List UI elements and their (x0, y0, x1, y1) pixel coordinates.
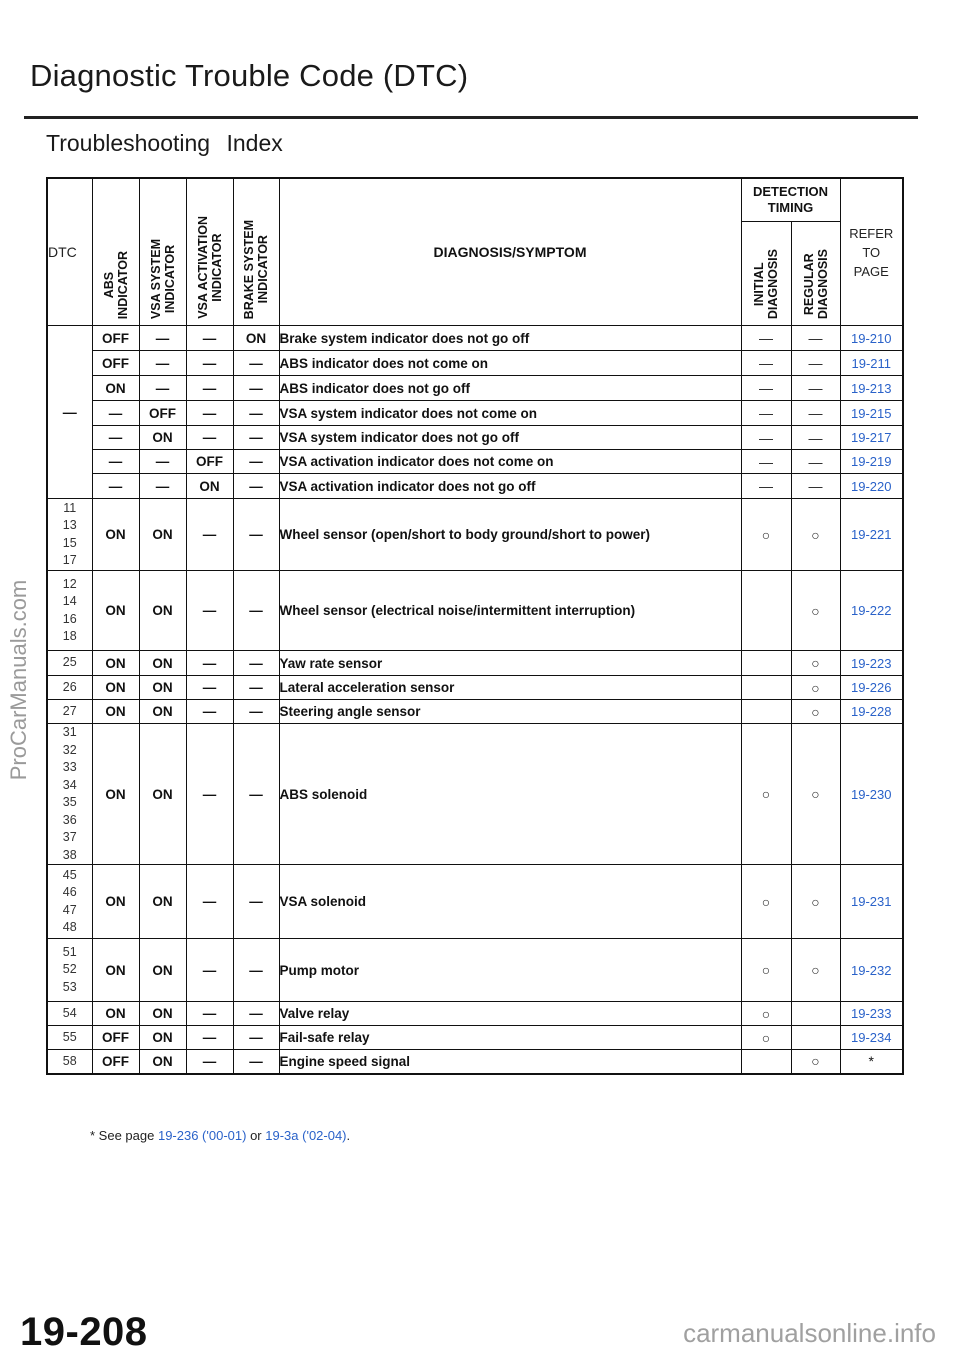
refer-page-link[interactable]: 19-222 (840, 571, 903, 651)
table-row (47, 376, 903, 401)
refer-page-link[interactable]: 19-217 (840, 426, 903, 450)
header-detection-timing: DETECTION TIMING (741, 178, 840, 222)
subtitle-word-2: Index (226, 130, 283, 156)
table-row (47, 401, 903, 426)
header-brake-label: BRAKE SYSTEM INDICATOR (242, 219, 270, 319)
vsa-activation-indicator-cell: — (186, 1050, 233, 1074)
refer-page-link[interactable]: 19-211 (840, 351, 903, 376)
vsa-activation-indicator-cell: — (186, 651, 233, 676)
regular-diagnosis-cell: ○ (791, 571, 840, 651)
abs-indicator-cell: ON (92, 571, 139, 651)
table-row (47, 450, 903, 474)
footnote-link-2[interactable]: 19-3a ('02-04) (265, 1128, 347, 1143)
vsa-system-indicator-cell: — (139, 376, 186, 401)
vsa-activation-indicator-cell: — (186, 724, 233, 865)
dtc-code-cell: 58 (47, 1050, 92, 1074)
table-row (47, 865, 903, 939)
footnote (90, 1128, 350, 1143)
brake-indicator-cell: ON (233, 326, 279, 351)
vsa-system-indicator-cell: — (139, 326, 186, 351)
abs-indicator-cell: ON (92, 939, 139, 1002)
brake-indicator-cell: — (233, 724, 279, 865)
diagnosis-symptom-cell: Engine speed signal (279, 1050, 741, 1074)
header-vsa-system-indicator (139, 178, 186, 326)
abs-indicator-cell: ON (92, 865, 139, 939)
vsa-system-indicator-cell: ON (139, 651, 186, 676)
refer-page-link[interactable]: 19-220 (840, 474, 903, 499)
brake-indicator-cell: — (233, 474, 279, 499)
table-header (47, 178, 903, 326)
refer-page-link[interactable]: 19-226 (840, 676, 903, 700)
diagnosis-symptom-cell: VSA activation indicator does not go off (279, 474, 741, 499)
initial-diagnosis-cell: — (741, 450, 791, 474)
refer-page-link[interactable]: 19-219 (840, 450, 903, 474)
header-regular-label: REGULAR DIAGNOSIS (801, 248, 830, 319)
vsa-system-indicator-cell: OFF (139, 401, 186, 426)
brake-indicator-cell: — (233, 651, 279, 676)
abs-indicator-cell: OFF (92, 351, 139, 376)
diagnosis-symptom-cell: Lateral acceleration sensor (279, 676, 741, 700)
diagnosis-symptom-cell: Steering angle sensor (279, 700, 741, 724)
vsa-activation-indicator-cell: — (186, 571, 233, 651)
brake-indicator-cell: — (233, 499, 279, 571)
regular-diagnosis-cell: ○ (791, 939, 840, 1002)
dtc-code-cell: 11 13 15 17 (47, 499, 92, 571)
dtc-code-cell: — (47, 326, 92, 499)
vsa-activation-indicator-cell: — (186, 499, 233, 571)
diagnosis-symptom-cell: ABS indicator does not come on (279, 351, 741, 376)
table-row (47, 1002, 903, 1026)
regular-diagnosis-cell: — (791, 474, 840, 499)
abs-indicator-cell: ON (92, 1002, 139, 1026)
table-row (47, 676, 903, 700)
table-row (47, 571, 903, 651)
vsa-system-indicator-cell: — (139, 351, 186, 376)
abs-indicator-cell: ON (92, 499, 139, 571)
refer-page-link[interactable]: 19-223 (840, 651, 903, 676)
table-row (47, 700, 903, 724)
table-row (47, 499, 903, 571)
vsa-system-indicator-cell: ON (139, 865, 186, 939)
vsa-activation-indicator-cell: — (186, 326, 233, 351)
refer-page-link: * (840, 1050, 903, 1074)
dtc-code-cell: 45 46 47 48 (47, 865, 92, 939)
table-row (47, 1050, 903, 1074)
abs-indicator-cell: OFF (92, 326, 139, 351)
regular-diagnosis-cell: ○ (791, 676, 840, 700)
bottom-watermark: carmanualsonline.info (683, 1318, 936, 1348)
initial-diagnosis-cell (741, 571, 791, 651)
regular-diagnosis-cell: ○ (791, 651, 840, 676)
regular-diagnosis-cell: ○ (791, 499, 840, 571)
diagnosis-symptom-cell: VSA system indicator does not go off (279, 426, 741, 450)
dtc-code-cell: 55 (47, 1026, 92, 1050)
refer-page-link[interactable]: 19-230 (840, 724, 903, 865)
refer-page-link[interactable]: 19-213 (840, 376, 903, 401)
header-diagnosis-symptom: DIAGNOSIS/SYMPTOM (279, 178, 741, 326)
table-row (47, 724, 903, 865)
initial-diagnosis-cell: ○ (741, 499, 791, 571)
diagnosis-symptom-cell: VSA solenoid (279, 865, 741, 939)
regular-diagnosis-cell: ○ (791, 700, 840, 724)
initial-diagnosis-cell: — (741, 474, 791, 499)
regular-diagnosis-cell: — (791, 426, 840, 450)
table-row (47, 939, 903, 1002)
vsa-activation-indicator-cell: — (186, 865, 233, 939)
brake-indicator-cell: — (233, 351, 279, 376)
regular-diagnosis-cell (791, 1002, 840, 1026)
header-refer-to-page: REFER TO PAGE (840, 178, 903, 326)
vsa-activation-indicator-cell: — (186, 426, 233, 450)
brake-indicator-cell: — (233, 676, 279, 700)
brake-indicator-cell: — (233, 1002, 279, 1026)
brake-indicator-cell: — (233, 426, 279, 450)
header-dtc: DTC (47, 178, 92, 326)
initial-diagnosis-cell: — (741, 351, 791, 376)
table-row (47, 426, 903, 450)
diagnosis-symptom-cell: VSA system indicator does not come on (279, 401, 741, 426)
vsa-activation-indicator-cell: — (186, 376, 233, 401)
abs-indicator-cell: ON (92, 676, 139, 700)
initial-diagnosis-cell: ○ (741, 865, 791, 939)
diagnosis-symptom-cell: Wheel sensor (electrical noise/intermittent interruption) (279, 571, 741, 651)
diagnosis-symptom-cell: ABS indicator does not go off (279, 376, 741, 401)
initial-diagnosis-cell: ○ (741, 1002, 791, 1026)
vsa-activation-indicator-cell: — (186, 351, 233, 376)
diagnosis-symptom-cell: Brake system indicator does not go off (279, 326, 741, 351)
refer-page-link[interactable]: 19-231 (840, 865, 903, 939)
abs-indicator-cell: ON (92, 651, 139, 676)
regular-diagnosis-cell (791, 1026, 840, 1050)
brake-indicator-cell: — (233, 1050, 279, 1074)
initial-diagnosis-cell (741, 700, 791, 724)
brake-indicator-cell: — (233, 865, 279, 939)
table-row (47, 326, 903, 351)
table-row (47, 351, 903, 376)
abs-indicator-cell: — (92, 426, 139, 450)
brake-indicator-cell: — (233, 939, 279, 1002)
footnote-suffix: . (346, 1128, 351, 1143)
side-watermark (4, 560, 34, 800)
side-watermark-text: ProCarManuals.com (6, 579, 31, 781)
refer-page-link[interactable]: 19-232 (840, 939, 903, 1002)
diagnosis-symptom-cell: Fail-safe relay (279, 1026, 741, 1050)
brake-indicator-cell: — (233, 700, 279, 724)
vsa-system-indicator-cell: — (139, 450, 186, 474)
page-number: 19-208 (20, 1310, 148, 1354)
abs-indicator-cell: OFF (92, 1026, 139, 1050)
abs-indicator-cell: ON (92, 724, 139, 865)
brake-indicator-cell: — (233, 1026, 279, 1050)
subtitle-word-1: Troubleshooting (46, 130, 211, 156)
vsa-system-indicator-cell: — (139, 474, 186, 499)
regular-diagnosis-cell: ○ (791, 865, 840, 939)
diagnosis-symptom-cell: Valve relay (279, 1002, 741, 1026)
table-row (47, 1026, 903, 1050)
vsa-activation-indicator-cell: — (186, 401, 233, 426)
vsa-system-indicator-cell: ON (139, 676, 186, 700)
title-rule (24, 116, 918, 119)
diagnosis-symptom-cell: Yaw rate sensor (279, 651, 741, 676)
table-row (47, 651, 903, 676)
vsa-system-indicator-cell: ON (139, 724, 186, 865)
vsa-system-indicator-cell: ON (139, 1002, 186, 1026)
vsa-system-indicator-cell: ON (139, 1050, 186, 1074)
table-row (47, 474, 903, 499)
section-subtitle (46, 130, 283, 157)
regular-diagnosis-cell: — (791, 351, 840, 376)
regular-diagnosis-cell: — (791, 401, 840, 426)
initial-diagnosis-cell: — (741, 401, 791, 426)
abs-indicator-cell: — (92, 401, 139, 426)
dtc-code-cell: 25 (47, 651, 92, 676)
vsa-activation-indicator-cell: — (186, 1026, 233, 1050)
dtc-code-cell: 27 (47, 700, 92, 724)
refer-page-link[interactable]: 19-210 (840, 326, 903, 351)
refer-page-link[interactable]: 19-228 (840, 700, 903, 724)
header-initial-label: INITIAL DIAGNOSIS (752, 248, 780, 319)
vsa-system-indicator-cell: ON (139, 571, 186, 651)
regular-diagnosis-cell: — (791, 326, 840, 351)
abs-indicator-cell: ON (92, 376, 139, 401)
footnote-prefix: * See page (90, 1128, 155, 1143)
footnote-link-1[interactable]: 19-236 ('00-01) (157, 1128, 247, 1143)
dtc-code-cell: 26 (47, 676, 92, 700)
initial-diagnosis-cell: ○ (741, 1026, 791, 1050)
header-initial-diagnosis (741, 222, 791, 326)
refer-page-link[interactable]: 19-233 (840, 1002, 903, 1026)
initial-diagnosis-cell (741, 676, 791, 700)
dtc-code-cell: 12 14 16 18 (47, 571, 92, 651)
initial-diagnosis-cell (741, 651, 791, 676)
initial-diagnosis-cell: — (741, 326, 791, 351)
regular-diagnosis-cell: — (791, 450, 840, 474)
dtc-code-cell: 31 32 33 34 35 36 37 38 (47, 724, 92, 865)
abs-indicator-cell: — (92, 450, 139, 474)
vsa-activation-indicator-cell: ON (186, 474, 233, 499)
header-regular-diagnosis (791, 222, 840, 326)
header-abs-indicator (92, 178, 139, 326)
header-vsa-system-label: VSA SYSTEM INDICATOR (148, 238, 177, 319)
vsa-system-indicator-cell: ON (139, 426, 186, 450)
brake-indicator-cell: — (233, 571, 279, 651)
header-vsa-activation-label: VSA ACTIVATION INDICATOR (195, 216, 224, 319)
diagnosis-symptom-cell: Pump motor (279, 939, 741, 1002)
vsa-system-indicator-cell: ON (139, 499, 186, 571)
initial-diagnosis-cell: — (741, 426, 791, 450)
abs-indicator-cell: ON (92, 700, 139, 724)
abs-indicator-cell: — (92, 474, 139, 499)
vsa-activation-indicator-cell: — (186, 1002, 233, 1026)
header-abs-label: ABS INDICATOR (101, 250, 130, 319)
vsa-activation-indicator-cell: — (186, 676, 233, 700)
dtc-code-cell: 51 52 53 (47, 939, 92, 1002)
initial-diagnosis-cell: — (741, 376, 791, 401)
brake-indicator-cell: — (233, 450, 279, 474)
regular-diagnosis-cell: ○ (791, 1050, 840, 1074)
dtc-index-table (46, 177, 904, 1075)
initial-diagnosis-cell (741, 1050, 791, 1074)
initial-diagnosis-cell: ○ (741, 939, 791, 1002)
header-vsa-activation-indicator (186, 178, 233, 326)
header-brake-system-indicator (233, 178, 279, 326)
abs-indicator-cell: OFF (92, 1050, 139, 1074)
initial-diagnosis-cell: ○ (741, 724, 791, 865)
dtc-code-cell: 54 (47, 1002, 92, 1026)
brake-indicator-cell: — (233, 401, 279, 426)
regular-diagnosis-cell: ○ (791, 724, 840, 865)
vsa-system-indicator-cell: ON (139, 700, 186, 724)
vsa-activation-indicator-cell: — (186, 939, 233, 1002)
refer-page-link[interactable]: 19-221 (840, 499, 903, 571)
brake-indicator-cell: — (233, 376, 279, 401)
footnote-middle: or (250, 1128, 262, 1143)
page-title: Diagnostic Trouble Code (DTC) (30, 58, 469, 93)
vsa-activation-indicator-cell: — (186, 700, 233, 724)
vsa-system-indicator-cell: ON (139, 1026, 186, 1050)
refer-page-link[interactable]: 19-234 (840, 1026, 903, 1050)
diagnosis-symptom-cell: Wheel sensor (open/short to body ground/short to power) (279, 499, 741, 571)
vsa-activation-indicator-cell: OFF (186, 450, 233, 474)
diagnosis-symptom-cell: VSA activation indicator does not come on (279, 450, 741, 474)
table-body (47, 326, 903, 1074)
refer-page-link[interactable]: 19-215 (840, 401, 903, 426)
vsa-system-indicator-cell: ON (139, 939, 186, 1002)
diagnosis-symptom-cell: ABS solenoid (279, 724, 741, 865)
regular-diagnosis-cell: — (791, 376, 840, 401)
